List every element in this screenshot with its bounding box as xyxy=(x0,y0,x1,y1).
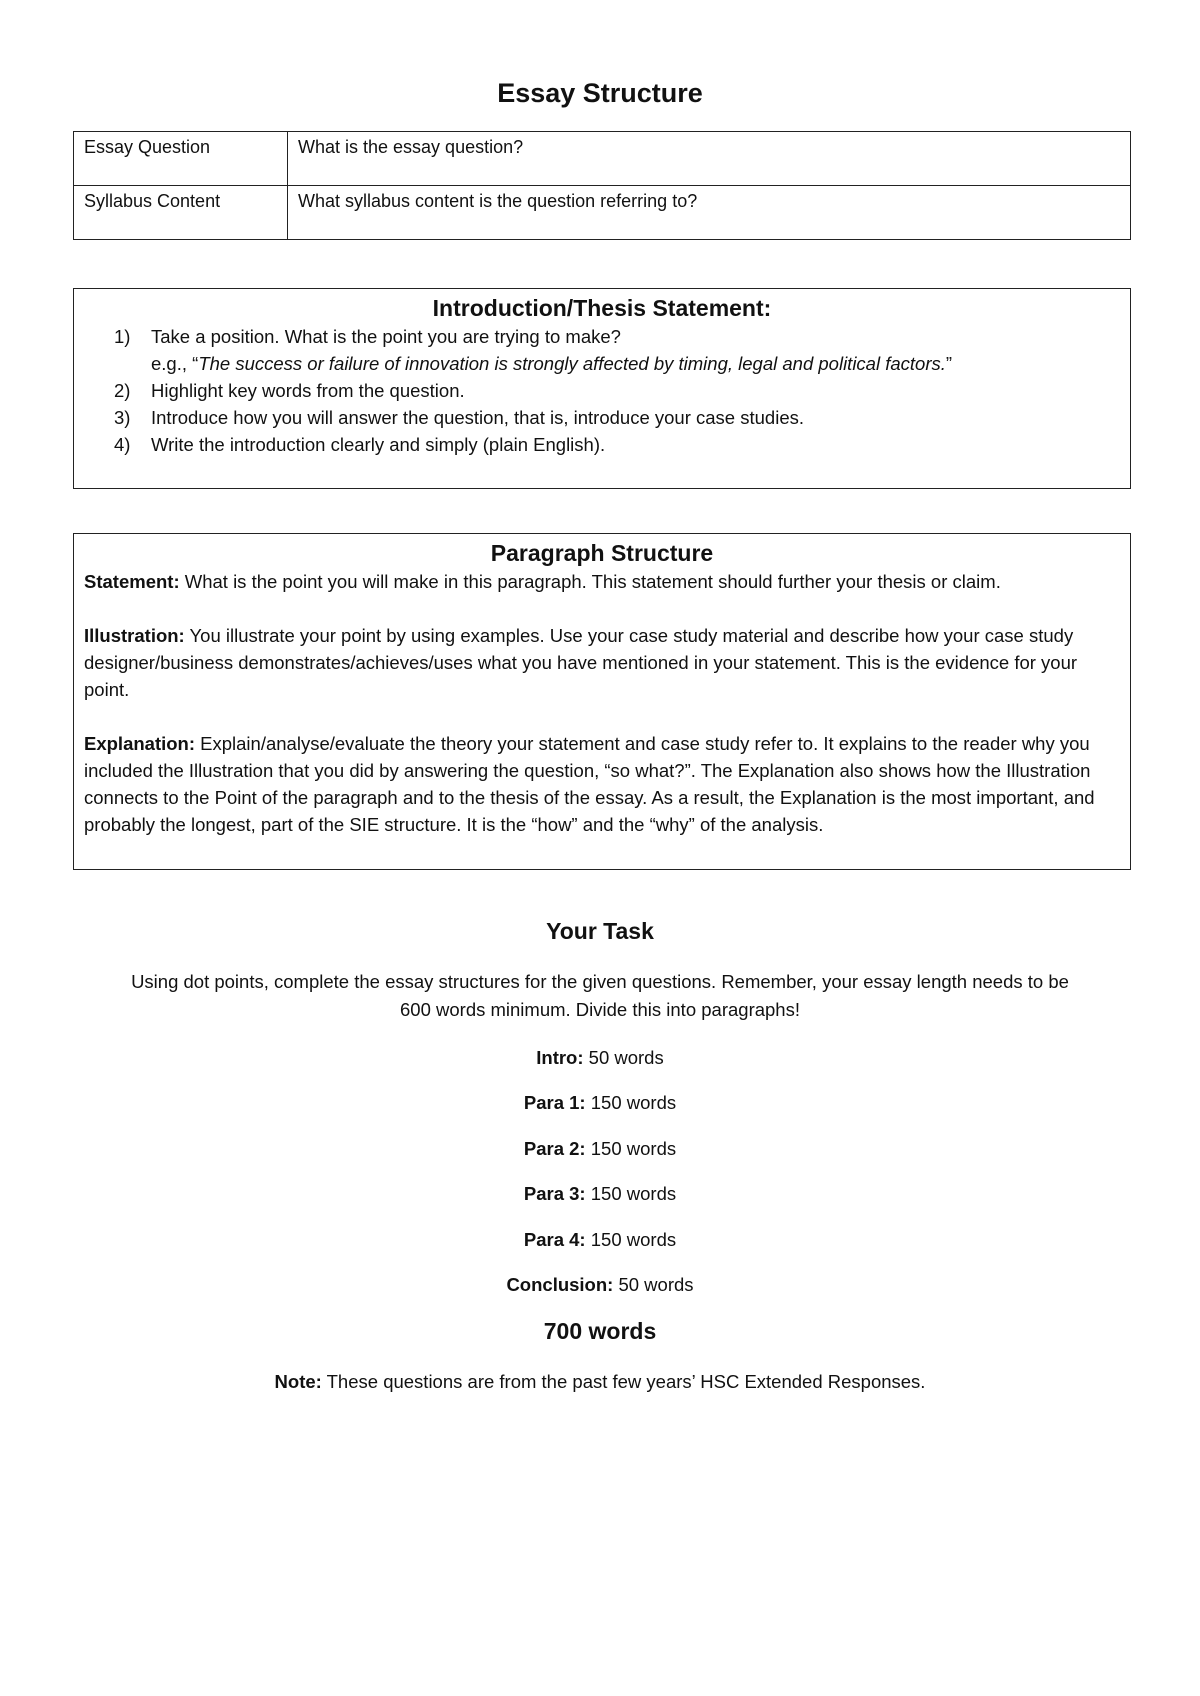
note-label: Note: xyxy=(274,1371,322,1392)
table-label-cell: Syllabus Content xyxy=(74,186,288,240)
note-text: These questions are from the past few years’ HSC Extended Responses. xyxy=(321,1371,926,1392)
list-text: Take a position. What is the point you are trying to make? xyxy=(151,326,621,347)
breakdown-value: 50 words xyxy=(613,1273,694,1295)
explanation-label: Explanation: xyxy=(84,733,196,754)
table-label-cell: Essay Question xyxy=(74,132,288,186)
example-quote: The success or failure of innovation is strongly affected by timing, legal and political factors. xyxy=(198,353,946,374)
list-number: 2) xyxy=(114,380,131,401)
list-item xyxy=(84,404,1120,431)
explanation-text: Explain/analyse/evaluate the theory your statement and case study refer to. It explains to the reader why you included the Illustration that you did by answering the question, “so what?”. The Explanation also shows how the Illustration connects to the Point of the paragraph and to the thesis of the essay. As a result, the Explanation is the most important, and probably the longest, part of the SIE structure. It is the “how” and the “why” of the analysis. xyxy=(84,733,1095,835)
statement-label: Statement: xyxy=(84,571,180,592)
breakdown-row xyxy=(0,1135,1200,1180)
paragraph-structure-title: Paragraph Structure xyxy=(490,540,714,566)
breakdown-value: 150 words xyxy=(585,1092,677,1114)
illustration-paragraph xyxy=(84,622,1120,703)
breakdown-label: Para 1: xyxy=(523,1092,586,1114)
breakdown-value: 150 words xyxy=(585,1137,677,1159)
table-value-cell: What syllabus content is the question referring to? xyxy=(288,186,1131,240)
page-title: Essay Structure xyxy=(497,78,703,108)
breakdown-label: Intro: xyxy=(536,1047,584,1068)
note xyxy=(0,1368,1200,1396)
table-row xyxy=(74,132,1131,186)
intro-title: Introduction/Thesis Statement: xyxy=(432,295,772,321)
task-description-line: Using dot points, complete the essay structures for the given questions. Remember, your essay length needs to be xyxy=(131,971,1069,992)
list-text: Introduce how you will answer the question, that is, introduce your case studies. xyxy=(151,407,804,428)
example-prefix: e.g., “ xyxy=(151,353,199,374)
breakdown-value: 150 words xyxy=(585,1183,677,1205)
list-text: Highlight key words from the question. xyxy=(151,380,465,401)
table-value-cell: What is the essay question? xyxy=(288,132,1131,186)
task-title: Your Task xyxy=(546,918,654,944)
breakdown-label: Para 3: xyxy=(523,1183,586,1205)
breakdown-row xyxy=(0,1271,1200,1316)
breakdown-row xyxy=(0,1226,1200,1271)
breakdown-value: 50 words xyxy=(583,1047,664,1068)
breakdown-label: Para 2: xyxy=(523,1137,586,1159)
breakdown-row xyxy=(0,1180,1200,1225)
explanation-paragraph xyxy=(84,730,1120,838)
paragraph-structure-box xyxy=(73,533,1131,870)
breakdown-row xyxy=(0,1089,1200,1134)
table-row xyxy=(74,186,1131,240)
breakdown-label: Para 4: xyxy=(523,1228,586,1250)
illustration-label: Illustration: xyxy=(84,625,185,646)
task-description-line: 600 words minimum. Divide this into paragraphs! xyxy=(400,999,800,1020)
list-number: 4) xyxy=(114,434,131,455)
illustration-text: You illustrate your point by using examples. Use your case study material and describe how your case study designer/business demonstrates/achieves/uses what you have mentioned in your statement. This is the evidence for your point. xyxy=(84,625,1078,700)
breakdown-label: Conclusion: xyxy=(506,1273,614,1295)
intro-list xyxy=(84,323,1120,458)
word-breakdown xyxy=(0,1044,1200,1316)
list-item xyxy=(84,323,1120,350)
list-number: 1) xyxy=(114,326,131,347)
breakdown-row xyxy=(0,1044,1200,1089)
intro-example xyxy=(84,350,1120,377)
list-item xyxy=(84,431,1120,458)
statement-paragraph xyxy=(84,568,1120,595)
intro-box xyxy=(73,288,1131,489)
total-words: 700 words xyxy=(543,1318,657,1344)
statement-text: What is the point you will make in this paragraph. This statement should further your thesis or claim. xyxy=(179,571,1001,592)
question-table xyxy=(73,131,1131,240)
list-number: 3) xyxy=(114,407,131,428)
example-suffix: ” xyxy=(945,353,953,374)
task-description xyxy=(0,968,1200,1024)
list-text: Write the introduction clearly and simply (plain English). xyxy=(151,434,606,455)
breakdown-value: 150 words xyxy=(585,1228,677,1250)
list-item xyxy=(84,377,1120,404)
